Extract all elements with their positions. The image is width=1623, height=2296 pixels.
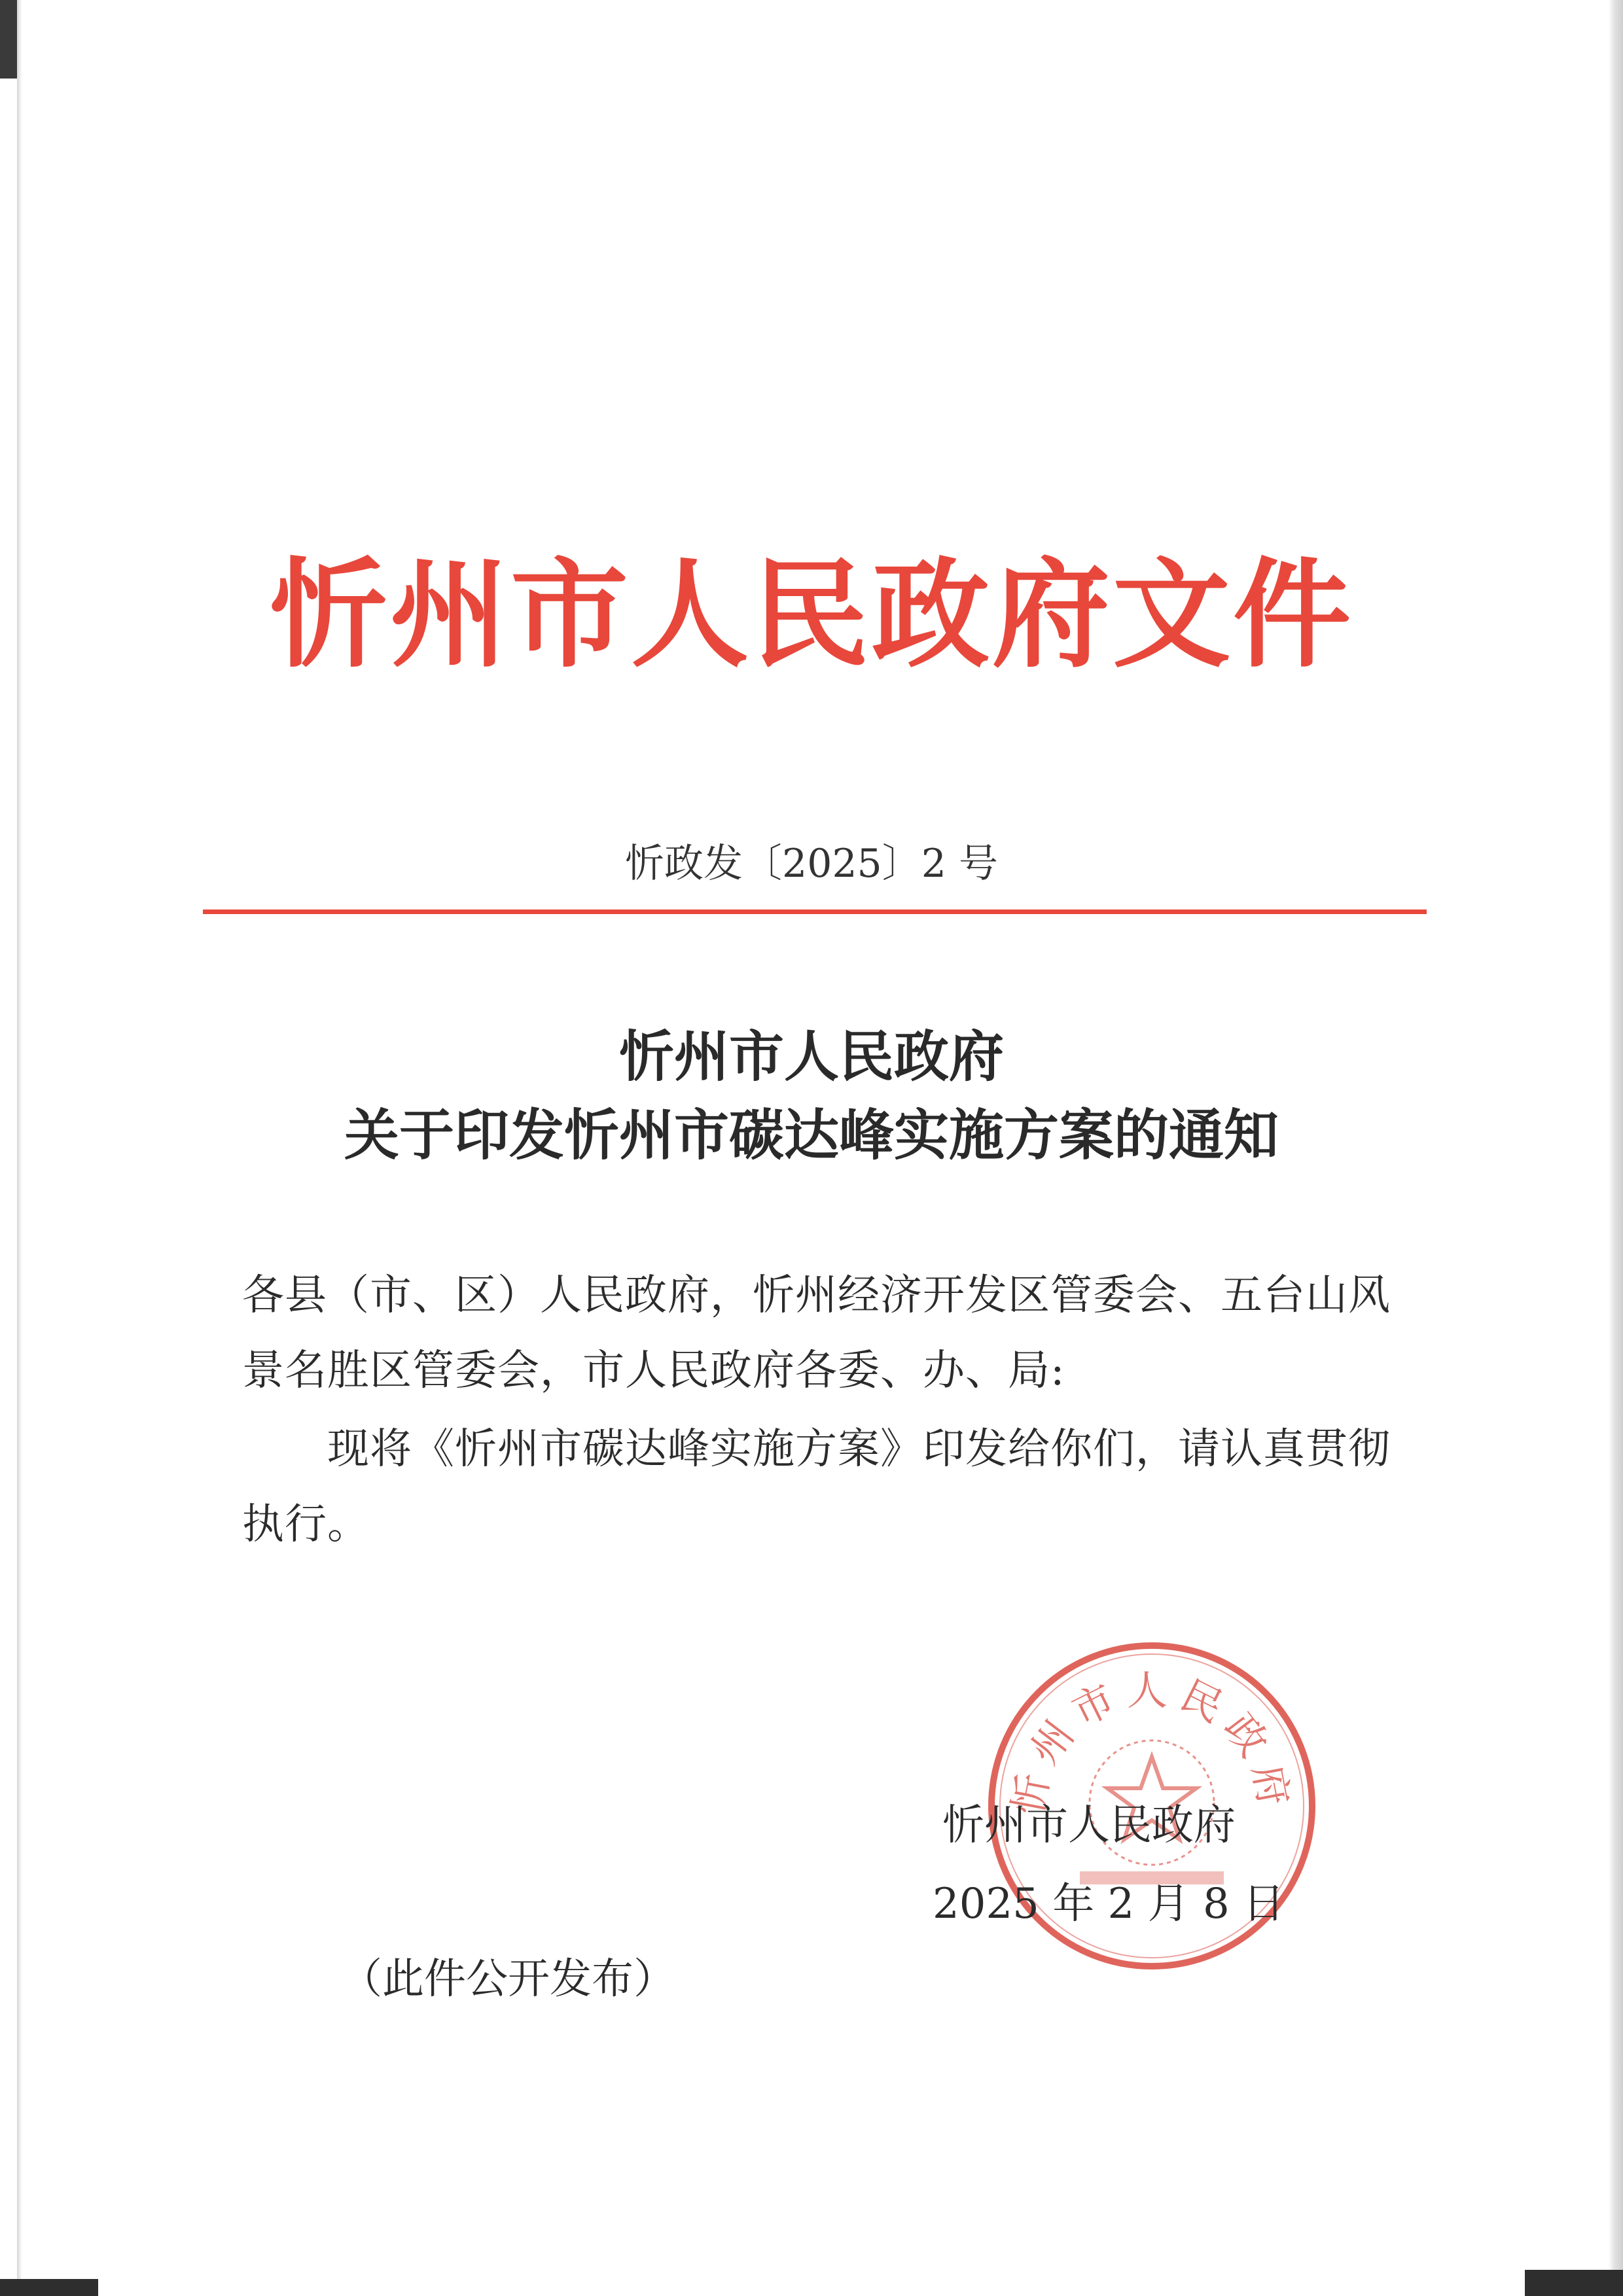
red-divider-line [203,910,1427,914]
signature-organization: 忻州市人民政府 [942,1801,1236,1850]
body-text-line-1: 各县（市、区）人民政府，忻州经济开发区管委会、五台山风 [242,1271,1391,1320]
body-text-line-2: 景名胜区管委会，市人民政府各委、办、局: [242,1347,1065,1395]
body-text-line-3: 现将《忻州市碳达峰实施方案》印发给你们，请认真贯彻 [327,1425,1391,1474]
scan-corner-bottom-left [0,2279,98,2296]
document-title-line-1: 忻州市人民政府 [618,1024,1004,1089]
document-number: 忻政发〔2025〕2 号 [625,841,998,887]
public-release-note: （此件公开发布） [340,1955,675,2004]
document-masthead: 忻州市人民政府文件 [269,546,1353,684]
seal-text-path: 忻州市人民政府 [1003,1667,1300,1819]
scan-corner-bottom-right [1525,2270,1623,2296]
document-title-line-2: 关于印发忻州市碳达峰实施方案的通知 [344,1103,1279,1167]
signature-date: 2025 年 2 月 8 日 [933,1880,1285,1928]
body-text-line-4: 执行。 [242,1500,370,1549]
scan-edge-left [0,0,17,79]
